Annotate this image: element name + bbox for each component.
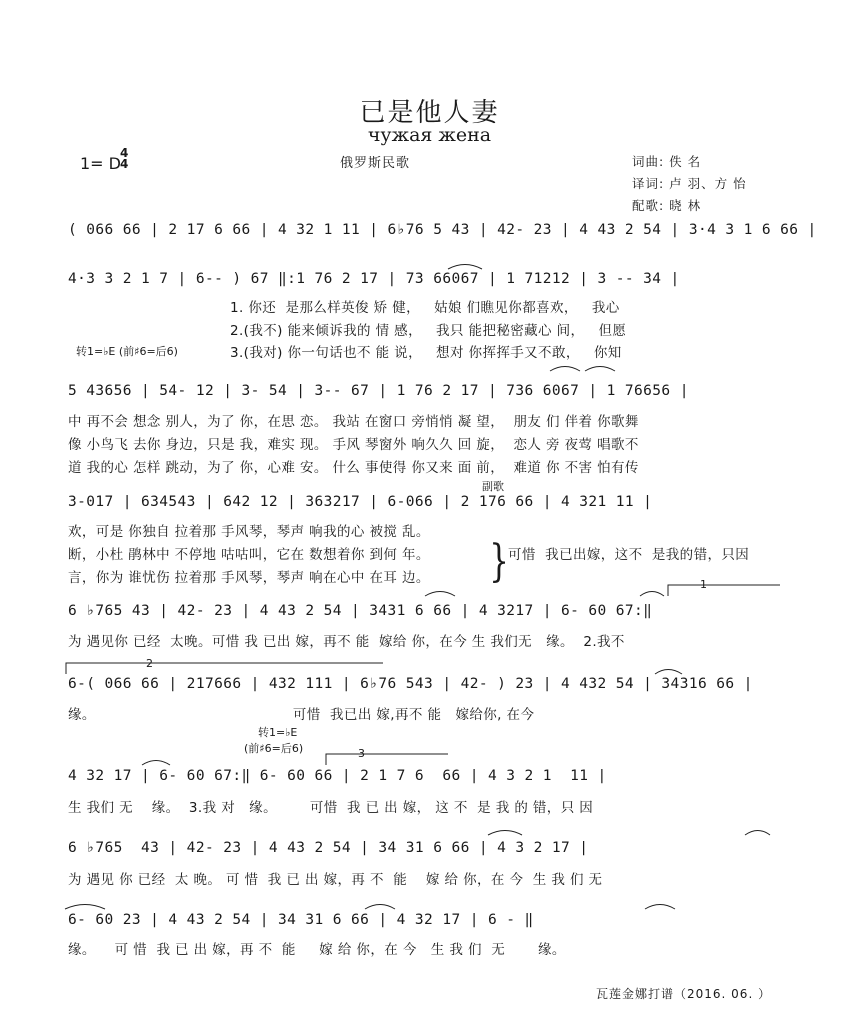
notation-row: 5 43656 | 54- 12 | 3- 54 | 3-- 67 | 1 76 2 17 | 736 6067 | 1 76656 | — [68, 383, 689, 399]
tie — [365, 905, 395, 910]
tie — [448, 265, 482, 270]
notation-row: 6 ♭765 43 | 42- 23 | 4 43 2 54 | 3431 6 66 | 4 3217 | 6- 60 67:‖ — [68, 603, 653, 619]
tie — [645, 905, 675, 910]
lyric-line: 言，你为 谁忧伤 拉着那 手风琴，琴声 响在心中 在耳 边。 — [68, 570, 430, 586]
chorus-mark: 副歌 — [482, 480, 504, 493]
volta-bracket-3 — [326, 754, 448, 765]
lyric-line: 生 我们 无 缘。 3.我 对 缘。 可惜 我 已 出 嫁， 这 不 是 我 的 错，只 因 — [68, 800, 594, 816]
tie — [640, 592, 664, 597]
volta-number: 2 — [146, 657, 153, 670]
tie — [550, 367, 580, 372]
song-subtitle: чужая жена — [367, 124, 492, 146]
footer-credit: 瓦莲金娜打谱（2016. 06. ） — [596, 987, 772, 1001]
lyric-line: 断，小杜 鹃林中 不停地 咕咕叫，它在 数想着你 到何 年。 — [68, 547, 430, 563]
tie — [425, 592, 455, 597]
modulation-note: (前♯6=后6) — [244, 742, 304, 755]
tie — [585, 367, 615, 372]
volta-number: 3 — [358, 747, 365, 760]
lyric-line: 缘。 可惜 我已出 嫁,再不 能 嫁给你, 在今 — [68, 707, 535, 723]
volta-bracket-2 — [66, 663, 383, 674]
volta-number: 1 — [700, 578, 707, 591]
key-signature: 1= D — [80, 154, 121, 173]
lyric-line: 1. 你还 是那么样英俊 矫 健， 姑娘 们瞧见你都喜欢， 我心 — [230, 300, 620, 316]
lyric-line: 为 遇见你 已经 太晚。可惜 我 已出 嫁，再不 能 嫁给 你，在今 生 我们无 缘。 2.我不 — [68, 634, 625, 650]
lyric-line: 缘。 可 惜 我 已 出 嫁，再 不 能 嫁 给 你，在 今 生 我 们 无 缘。 — [68, 942, 566, 958]
meter-top: 4 — [120, 146, 129, 160]
song-title: 已是他人妻 — [359, 98, 500, 128]
notation-row: 6-( 066 66 | 217666 | 432 111 | 6♭76 543 | 42- ) 23 | 4 432 54 | 34316 66 | — [68, 676, 753, 692]
notation-row: 3-017 | 634543 | 642 12 | 363217 | 6-066 | 2 176 66 | 4 321 11 | — [68, 494, 653, 510]
song-origin: 俄罗斯民歌 — [340, 156, 411, 171]
lyric-line: 2.(我不) 能来倾诉我的 情 感， 我只 能把秘密藏心 间， 但愿 — [230, 323, 627, 339]
notation-row: 4·3 3 2 1 7 | 6-- ) 67 ‖:1 76 2 17 | 73 66067 | 1 71212 | 3 -- 34 | — [68, 271, 680, 287]
notation-row: 4 32 17 | 6- 60 67:‖ 6- 60 66 | 2 1 7 6 66 | 4 3 2 1 11 | — [68, 768, 607, 784]
lyric-line: 欢，可是 你独自 拉着那 手风琴，琴声 响我的心 被搅 乱。 — [68, 524, 430, 540]
notation-row: 6- 60 23 | 4 43 2 54 | 34 31 6 66 | 4 32 17 | 6 - ‖ — [68, 912, 534, 928]
modulation-note: 转1=♭E (前♯6=后6) — [76, 345, 178, 358]
notation-row: ( 066 66 | 2 17 6 66 | 4 32 1 11 | 6♭76 5 43 | 42- 23 | 4 43 2 54 | 3·4 3 1 6 66 | — [68, 222, 817, 238]
volta-bracket-1 — [668, 585, 780, 596]
tie — [65, 905, 105, 910]
chorus-lyric: 可惜 我已出嫁，这不 是我的错，只因 — [508, 547, 750, 563]
lyric-line: 像 小鸟飞 去你 身边，只是 我，难实 现。 手风 琴窗外 响久久 回 旋， 恋人 旁 夜莺 唱歌不 — [68, 437, 639, 453]
tie — [745, 831, 770, 836]
credit-lyrics-music: 词曲: 佚 名 — [632, 154, 702, 169]
brace: } — [489, 536, 509, 587]
tie — [655, 670, 682, 675]
time-signature — [120, 148, 128, 170]
lyric-line: 3.(我对) 你一句话也不 能 说， 想对 你挥挥手又不敢， 你知 — [230, 345, 622, 361]
meter-bottom: 4 — [120, 157, 129, 171]
lyric-line: 中 再不会 想念 别人，为了 你，在思 恋。 我站 在窗口 旁悄悄 凝 望， 朋友 们 伴着 你歌舞 — [68, 414, 639, 430]
tie — [488, 831, 522, 836]
credit-arrangement: 配歌: 晓 林 — [632, 198, 702, 213]
lyric-line: 道 我的心 怎样 跳动，为了 你，心难 安。 什么 事使得 你又来 面 前， 难道 你 不害 怕有传 — [68, 460, 639, 476]
lyric-line: 为 遇见 你 已经 太 晚。 可 惜 我 已 出 嫁，再 不 能 嫁 给 你，在 今 生 我 们 无 — [68, 872, 603, 888]
modulation-note: 转1=♭E — [258, 726, 298, 739]
credit-translation: 译词: 卢 羽、方 怡 — [632, 176, 747, 191]
tie — [142, 761, 170, 766]
notation-row: 6 ♭765 43 | 42- 23 | 4 43 2 54 | 34 31 6 66 | 4 3 2 17 | — [68, 840, 589, 856]
